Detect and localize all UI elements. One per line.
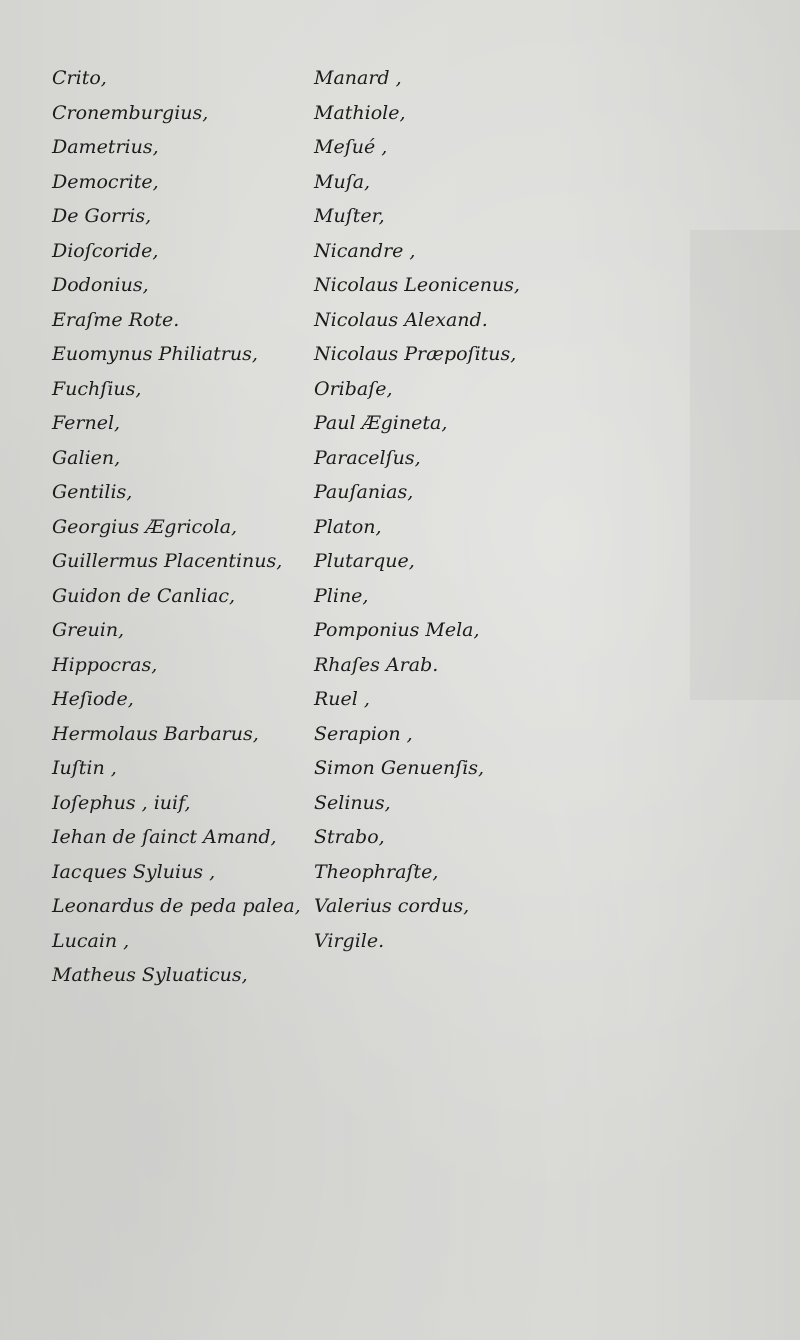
author-entry: Paul Ægineta,: [314, 412, 448, 434]
author-entry: Dametrius,: [52, 136, 159, 158]
author-entry: Iehan de ſainct Amand,: [52, 826, 277, 848]
author-entry: Lucain ,: [52, 929, 130, 952]
author-entry: De Gorris,: [52, 205, 152, 227]
author-entry: Simon Genuenſis,: [314, 757, 485, 779]
author-entry: Dodonius,: [52, 274, 149, 296]
author-entry: Strabo,: [314, 826, 385, 848]
author-entry: Hermolaus Barbarus,: [52, 722, 259, 745]
author-entry: Matheus Syluaticus,: [52, 964, 248, 986]
author-entry: Guillermus Placentinus,: [52, 550, 283, 572]
author-entry: Cronemburgius,: [52, 101, 209, 124]
author-entry: Serapion ,: [314, 722, 413, 745]
author-entry: Iacques Syluius ,: [52, 860, 216, 883]
author-entry: Greuin,: [52, 619, 125, 641]
author-list-right: [314, 61, 520, 958]
author-entry: Oribaſe,: [314, 377, 393, 400]
author-entry: Nicolaus Alexand.: [314, 308, 488, 331]
author-list-left: [52, 61, 301, 993]
show-through-shadow: [690, 230, 800, 700]
author-entry: Nicolaus Leonicenus,: [314, 274, 520, 296]
author-entry: Pomponius Mela,: [314, 619, 480, 641]
author-entry: Valerius cordus,: [314, 895, 470, 917]
author-entry: Paracelſus,: [314, 446, 421, 469]
author-entry: Crito,: [52, 67, 107, 89]
author-entry: Heſiode,: [52, 688, 134, 710]
author-entry: Leonardus de peda palea,: [52, 895, 301, 917]
author-entry: Ruel ,: [314, 688, 370, 710]
author-entry: Gentilis,: [52, 481, 133, 503]
author-entry: Platon,: [314, 515, 382, 538]
author-entry: Selinus,: [314, 791, 391, 814]
author-entry: Muſa,: [314, 170, 371, 193]
author-entry: Hippocras,: [52, 653, 158, 676]
author-entry: Fernel,: [52, 412, 121, 434]
author-entry: Theophraſte,: [314, 860, 439, 883]
author-entry: Pauſanias,: [314, 481, 414, 503]
author-entry: Meſué ,: [314, 136, 388, 158]
author-entry: Galien,: [52, 446, 121, 469]
author-entry: Pline,: [314, 584, 369, 607]
author-entry: Nicandre ,: [314, 239, 416, 262]
author-entry: Georgius Ægricola,: [52, 515, 238, 538]
author-entry: Eraſme Rote.: [52, 308, 180, 331]
author-entry: Iuſtin ,: [52, 757, 117, 779]
author-entry: Dioſcoride,: [52, 239, 159, 262]
author-entry: Rhaſes Arab.: [314, 653, 439, 676]
author-entry: Plutarque,: [314, 550, 415, 572]
author-entry: Guidon de Canliac,: [52, 584, 236, 607]
author-entry: Virgile.: [314, 929, 385, 952]
author-entry: Fuchſius,: [52, 377, 142, 400]
author-entry: Mathiole,: [314, 101, 406, 124]
author-entry: Democrite,: [52, 170, 159, 193]
author-entry: Muſter,: [314, 205, 385, 227]
author-entry: Euomynus Philiatrus,: [52, 343, 258, 365]
author-entry: Nicolaus Præpoſitus,: [314, 343, 517, 365]
author-entry: Ioſephus , iuif,: [52, 791, 191, 814]
author-entry: Manard ,: [314, 67, 402, 89]
